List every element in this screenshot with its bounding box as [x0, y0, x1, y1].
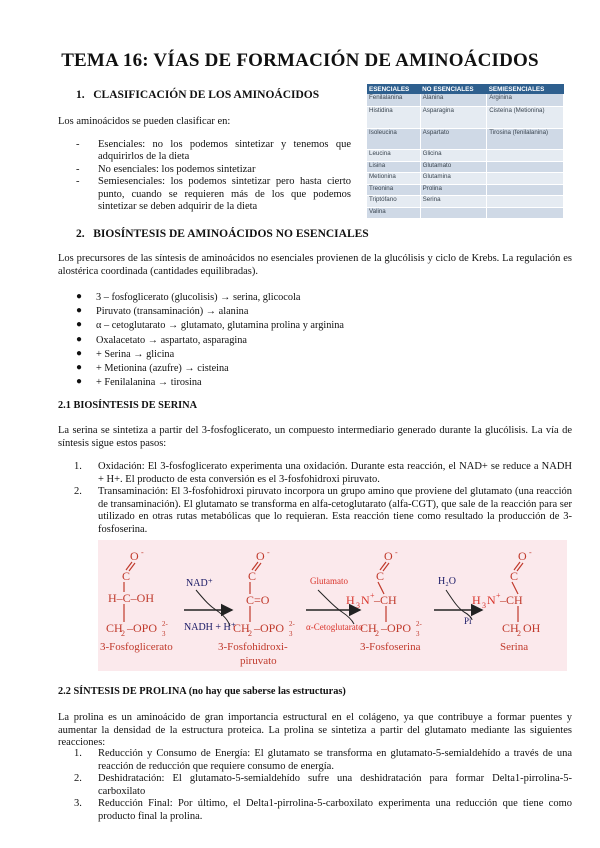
section1-intro: Los aminoácidos se pueden clasificar en:: [58, 116, 231, 127]
serine-synthesis-diagram: [98, 540, 567, 671]
svg-text:3: 3: [162, 630, 166, 638]
svg-text:CH: CH: [502, 621, 519, 635]
svg-text:-: -: [267, 548, 270, 557]
molecule-serina: [472, 548, 541, 638]
table-row: Valina: [367, 207, 564, 219]
svg-text:O: O: [384, 549, 393, 563]
svg-text:2-: 2-: [416, 620, 422, 628]
svg-text:-: -: [395, 548, 398, 557]
svg-text:CH: CH: [233, 621, 250, 635]
section22-paragraph: La prolina es un aminoácido de gran importancia estructural en el colágeno, ya que contribuye a formar puentes y aumentar la densidad de la estructura proteica. La prolina se sintetiza a partir del glutamato mediante las siguientes reacciones:: [58, 712, 572, 749]
svg-text:C: C: [510, 569, 519, 583]
svg-text:3: 3: [416, 630, 420, 638]
table-header: NO ESENCIALES: [420, 84, 487, 94]
svg-text:CH: CH: [360, 621, 377, 635]
svg-text:N: N: [361, 593, 370, 607]
list-item: 2. Transaminación: El 3-fosfohidroxi piruvato incorpora un grupo amino que proviene del glutamato (una reacción de transaminación). El glutamato se transforma en alfa-cetoglutarato (alfa-CGT), que sale de la reacción para ser utilizado en otras rutas metabólicas que lo requieran. Esta reacción tiene como resultado la producción de 3-fosfoserina.: [74, 486, 572, 535]
section1-list: [76, 139, 351, 213]
cofactor-nadh: NADH + H⁺: [184, 622, 237, 633]
svg-text:H: H: [472, 593, 481, 607]
svg-text:O: O: [518, 549, 527, 563]
section22-heading: 2.2 SÍNTESIS DE PROLINA (no hay que saberse las estructuras): [58, 686, 346, 697]
svg-text:C: C: [376, 569, 385, 583]
list-item: ● Oxalacetato → aspartato, asparagina: [76, 333, 247, 346]
svg-text:O: O: [256, 549, 265, 563]
svg-text:CH: CH: [106, 621, 123, 635]
list-item: 1. Oxidación: El 3-fosfoglicerato experimenta una oxidación. Durante esta reacción, el NAD+ se reduce a NADH + H+. El producto de esta conversión es el 3-fosfohidroxi piruvato.: [74, 461, 572, 485]
svg-text:–OPO: –OPO: [254, 621, 285, 635]
svg-text:–OPO: –OPO: [127, 621, 158, 635]
svg-text:2: 2: [375, 629, 379, 638]
list-item: ● Piruvato (transaminación) → alanina: [76, 305, 249, 318]
svg-text:H–C–OH: H–C–OH: [108, 591, 155, 605]
svg-text:C=O: C=O: [246, 593, 270, 607]
list-item: 2. Deshidratación: El glutamato-5-semialdehído sufre una deshidratación para formar Delta1-pirrolina-5-carboxilato: [74, 773, 572, 797]
table-row: Isoleucina Aspartato Tirosina (fenilalanina): [367, 129, 564, 150]
svg-text:-: -: [141, 548, 144, 557]
label-3-fosfoglicerato: 3-Fosfoglicerato: [100, 641, 173, 653]
svg-text:N: N: [487, 593, 496, 607]
svg-text:OH: OH: [523, 621, 541, 635]
svg-text:H: H: [346, 593, 355, 607]
molecule-3-fosfohidroxipiruvato: [233, 548, 296, 638]
table-row: Fenilalanina Alanina Arginina: [367, 94, 564, 107]
amino-acid-table: [367, 84, 564, 219]
section2-bullets: [74, 291, 554, 390]
svg-text:2: 2: [248, 629, 252, 638]
list-item: - Esenciales: no los podemos sintetizar y tenemos que adquirirlos de la dieta: [76, 139, 351, 163]
cofactor-acg: α-Cetoglutarato: [306, 622, 363, 632]
list-item: - No esenciales: los podemos sintetizar: [76, 163, 256, 175]
table-header: SEMIESENCIALES: [487, 84, 564, 94]
page-title: TEMA 16: VÍAS DE FORMACIÓN DE AMINOÁCIDOS: [61, 50, 539, 71]
svg-text:3: 3: [356, 601, 360, 610]
svg-text:O: O: [130, 549, 139, 563]
section22-steps: [74, 748, 572, 824]
svg-text:–OPO: –OPO: [381, 621, 412, 635]
svg-text:2-: 2-: [162, 620, 168, 628]
section2-heading: 2. BIOSÍNTESIS DE AMINOÁCIDOS NO ESENCIALES: [76, 228, 369, 240]
label-3-fosfohidroxi: 3-Fosfohidroxi-: [218, 641, 288, 653]
svg-text:2-: 2-: [289, 620, 295, 628]
svg-text:–CH: –CH: [374, 593, 397, 607]
table-row: Lisina Glutamato: [367, 161, 564, 172]
svg-text:+: +: [496, 591, 501, 600]
list-item: ● + Fenilalanina → tirosina: [76, 376, 202, 389]
section21-paragraph: La serina se sintetiza a partir del 3-fosfoglicerato, un compuesto intermediario generado durante la glucólisis. La vía de síntesis sigue estos pasos:: [58, 425, 572, 449]
list-item: ● + Serina → glicina: [76, 347, 175, 360]
cofactor-glutamato: Glutamato: [310, 576, 348, 586]
table-row: Treonina Prolina: [367, 184, 564, 195]
table-row: Histidina Asparagina Cisteína (Metionina): [367, 107, 564, 129]
svg-text:C: C: [248, 569, 257, 583]
list-item: - Semiesenciales: los podemos sintetizar pero hasta cierto punto, cuando se requieren más de los que podemos sintetizar se deben adquirir de la dieta: [76, 176, 351, 213]
table-row: Metionina Glutamina: [367, 173, 564, 184]
svg-text:3: 3: [482, 601, 486, 610]
curved-arrow-1: [196, 590, 230, 626]
svg-text:2: 2: [517, 629, 521, 638]
svg-text:2: 2: [121, 629, 125, 638]
section21-steps: [74, 461, 572, 537]
svg-text:3: 3: [289, 630, 293, 638]
list-item: ● + Metionina (azufre) → cisteina: [76, 362, 229, 375]
label-3-fosfoserina: 3-Fosfoserina: [360, 641, 421, 653]
table-row: Triptófano Serina: [367, 196, 564, 207]
label-serina: Serina: [500, 641, 529, 653]
list-item: 1. Reducción y Consumo de Energía: El glutamato se transforma en glutamato-5-semialdehído a través de una reacción de reducción que requiere consumo de energía.: [74, 748, 572, 772]
svg-text:-: -: [529, 548, 532, 557]
cofactor-pi: Pi: [464, 616, 472, 626]
table-header: ESENCIALES: [367, 84, 420, 94]
list-item: ● 3 – fosfoglicerato (glucolisis) → serina, glicocola: [76, 291, 301, 303]
label-piruvato: piruvato: [240, 655, 277, 667]
list-item: ● α – cetoglutarato → glutamato, glutamina prolina y arginina: [76, 319, 344, 332]
section21-heading: 2.1 BIOSÍNTESIS DE SERINA: [58, 400, 198, 411]
section2-paragraph: Los precursores de las síntesis de aminoácidos no esenciales provienen de la glucólisis y ciclo de Krebs. La regulación es alostérica coordinada (cantidades equilibradas).: [58, 253, 572, 277]
molecule-3-fosfoglicerato: [106, 548, 169, 638]
table-row: Leucina Glicina: [367, 150, 564, 161]
svg-text:C: C: [122, 569, 131, 583]
cofactor-h2o: H₂O: [438, 576, 456, 587]
cofactor-nad: NAD⁺: [186, 578, 213, 589]
svg-text:–CH: –CH: [500, 593, 523, 607]
svg-text:+: +: [370, 591, 375, 600]
list-item: 3. Reducción Final: Por último, el Delta1-pirrolina-5-carboxilato experimenta una reducción que tiene como producto final la prolina.: [74, 798, 572, 822]
section1-heading: 1. CLASIFICACIÓN DE LOS AMINOÁCIDOS: [76, 89, 320, 101]
